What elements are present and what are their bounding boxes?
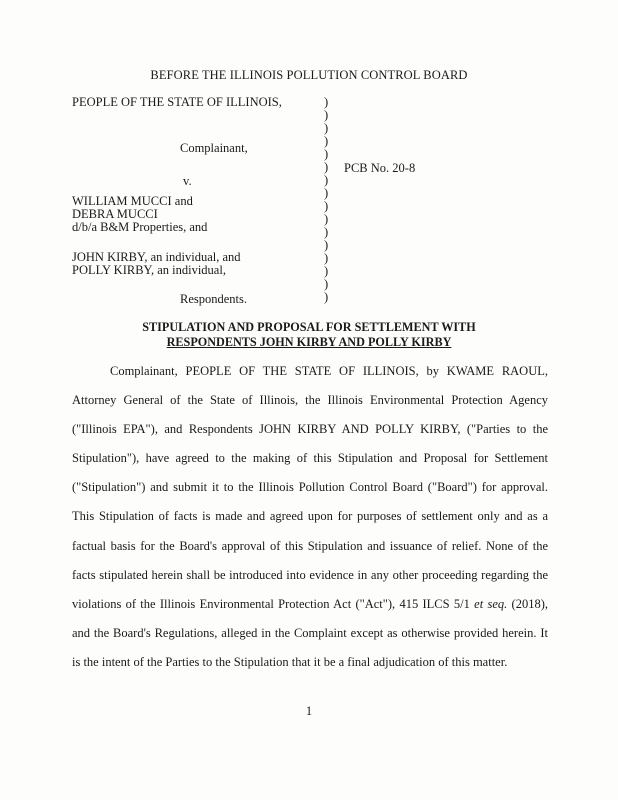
body-paragraph-text: Complainant, PEOPLE OF THE STATE OF ILLINOIS, by KWAME RAOUL, Attorney General of the State of Illinois, the Illinois Environmental Protection Agency ("Illinois EPA"), and Respondents JOHN KIRBY AND POLLY KIRBY, ("Parties to the Stipulation"), have agreed to the making of this Stipulation and Proposal for Settlement ("Stipulation") and submit it to the Illinois Pollution Control Board ("Board") for approval. This Stipulation of facts is made and agreed upon for purposes of settlement only and as a factual basis for the Board's approval of this Stipulation and issuance of relief. None of the facts stipulated herein shall be introduced into evidence in any other proceeding regarding the violations of the Illinois Environmental Protection Act ("Act"), 415 ILCS 5/1 [72, 364, 548, 611]
document-title-line-2: RESPONDENTS JOHN KIRBY AND POLLY KIRBY [166, 335, 452, 349]
caption-paren: ) [324, 264, 329, 278]
caption-paren: ) [324, 212, 329, 226]
caption-respondent-1: WILLIAM MUCCI and [72, 194, 193, 208]
caption-paren: ) [324, 121, 329, 135]
caption-respondent-4: POLLY KIRBY, an individual, [72, 263, 226, 277]
caption-paren: ) [324, 147, 329, 161]
caption-paren: ) [324, 199, 329, 213]
document-title-line-1: STIPULATION AND PROPOSAL FOR SETTLEMENT WITH [142, 320, 476, 334]
body-et-seq: et seq. [474, 596, 508, 611]
caption-paren: ) [324, 251, 329, 265]
caption-complainant-label: Complainant, [180, 141, 248, 155]
caption-paren: ) [324, 173, 329, 187]
caption-paren: ) [324, 225, 329, 239]
body-paragraph-tail: (2018), and the Board's Regulations, alleged in the Complaint except as otherwise provided herein. It is the intent of the Parties to the Stipulation that it be a final adjudication of this matter. [72, 596, 549, 669]
document-title [0, 320, 618, 350]
caption-respondents-label: Respondents. [180, 292, 248, 306]
caption-paren: ) [324, 95, 329, 109]
case-number: PCB No. 20-8 [344, 161, 416, 175]
caption-respondent-3: JOHN KIRBY, an individual, and [72, 250, 241, 264]
caption-paren: ) [324, 160, 329, 174]
caption-paren: ) [324, 134, 329, 148]
caption-plaintiff: PEOPLE OF THE STATE OF ILLINOIS, [72, 95, 282, 109]
caption-versus: v. [183, 174, 192, 188]
page-number: 1 [305, 704, 313, 718]
caption-paren: ) [324, 238, 329, 252]
board-title: BEFORE THE ILLINOIS POLLUTION CONTROL BOARD [150, 68, 468, 82]
caption-paren: ) [324, 108, 329, 122]
caption-dba: d/b/a B&M Properties, and [72, 220, 208, 234]
caption-paren: ) [324, 186, 329, 200]
body-paragraph [72, 357, 548, 677]
caption-respondent-2: DEBRA MUCCI [72, 207, 158, 221]
caption-paren: ) [324, 277, 329, 291]
caption-paren: ) [324, 290, 329, 304]
